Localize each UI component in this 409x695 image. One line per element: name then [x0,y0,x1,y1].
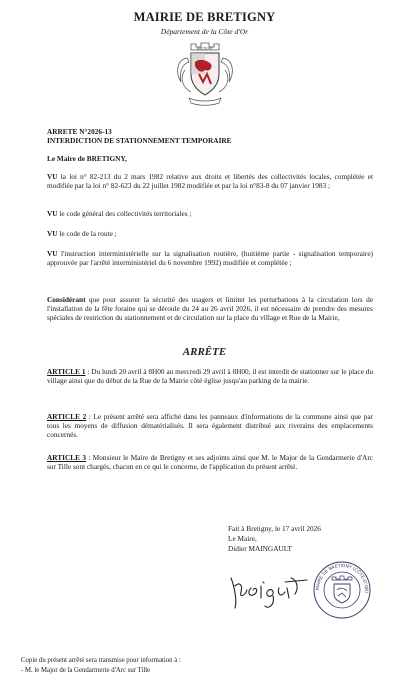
copy-recipient: - M. le Major de la Gendarmerie d'Arc sur Tille [21,667,151,674]
visa-text: le code général des collectivités territoriales ; [57,209,192,218]
arrete-heading: ARRÊTE [182,346,227,358]
visa-lead: VU [47,249,58,258]
article-1 [47,367,373,385]
article-2 [47,412,373,440]
visa-lead: VU [47,172,58,181]
article-label: ARTICLE 1 [47,367,86,376]
official-stamp-icon [312,560,372,620]
visa-lead: VU [47,209,58,218]
article-text: : Du lundi 20 avril à 8H00 au mercredi 29 avril à 8H00, il est interdit de stationner sur le place du village ainsi que du début de la Rue de la Mairie côté église jusqu'au parking de la mairie. [47,367,373,386]
visa-text: l'instruction interministérielle sur la signalisation routière, (huitième partie - signalisation temporaire) approuvée par l'arrêté interministériel du 6 novembre 1992) modifiée et complétée ; [47,249,373,268]
decree-subject: INTERDICTION DE STATIONNEMENT TEMPORAIRE [47,136,232,145]
visa-text: que pour assurer la sécurité des usagers et limiter les perturbations à la circulation lors de l'installation de la fête foraine qui se déroule du 24 au 26 avril 2026, il est nécessaire de prendre des mesures spéciales de restriction du stationnement et de circulation sur la place du village et Rue de la Mairie, [47,295,373,323]
article-text: : Monsieur le Maire de Bretigny et ses adjoints ainsi que M. le Major de la Gendarmerie d'Arc sur Tille sont chargés, chacun en ce qui le concerne, de l'application du présent arrêté. [47,453,373,472]
article-3 [47,453,373,471]
municipal-crest-icon [173,40,237,106]
signatory-role: Le Maire, [228,534,257,543]
considerant [47,295,373,323]
department-subtitle: Département de la Côte d'Or [160,27,249,36]
handwritten-signature-icon [225,568,315,616]
visa-text: le code de la route ; [57,229,117,238]
article-label: ARTICLE 3 [47,453,87,462]
visa-1 [47,172,373,190]
visa-lead: Considérant [47,295,86,304]
visa-3 [47,229,373,238]
mayor-line: Le Maire de BRETIGNY, [47,154,127,163]
signatory-name: Didier MAINGAULT [228,544,292,553]
visa-lead: VU [47,229,58,238]
article-text: : Le présent arrêté sera affiché dans les panneaux d'informations de la commune ainsi que par tous les moyens de diffusion dématérialisés. Il sera également distribué aux riverains des emplacements concernés. [47,412,373,440]
visa-text: la loi n° 82-213 du 2 mars 1982 relative aux droits et libertés des collectivités locales, complétée et modifiée par la loi n° 82-623 du 22 juillet 1982 modifiée et par la loi n°83-8 du 07 janvier 1983 ; [47,172,373,191]
copy-intro: Copie du présent arrêté sera transmise pour information à : [21,657,181,664]
visa-2 [47,209,373,218]
article-label: ARTICLE 2 [47,412,87,421]
place-date: Fait à Bretigny, le 17 avril 2026 [228,524,321,533]
visa-4 [47,249,373,267]
decree-number: ARRETE N°2026-13 [47,127,112,136]
crest-text: BRETIGNY [196,46,214,51]
page-title: MAIRIE DE BRETIGNY [133,10,276,24]
stamp-text: MAIRE DE BRETIGNY (CÔTE-D'OR) [315,563,369,594]
